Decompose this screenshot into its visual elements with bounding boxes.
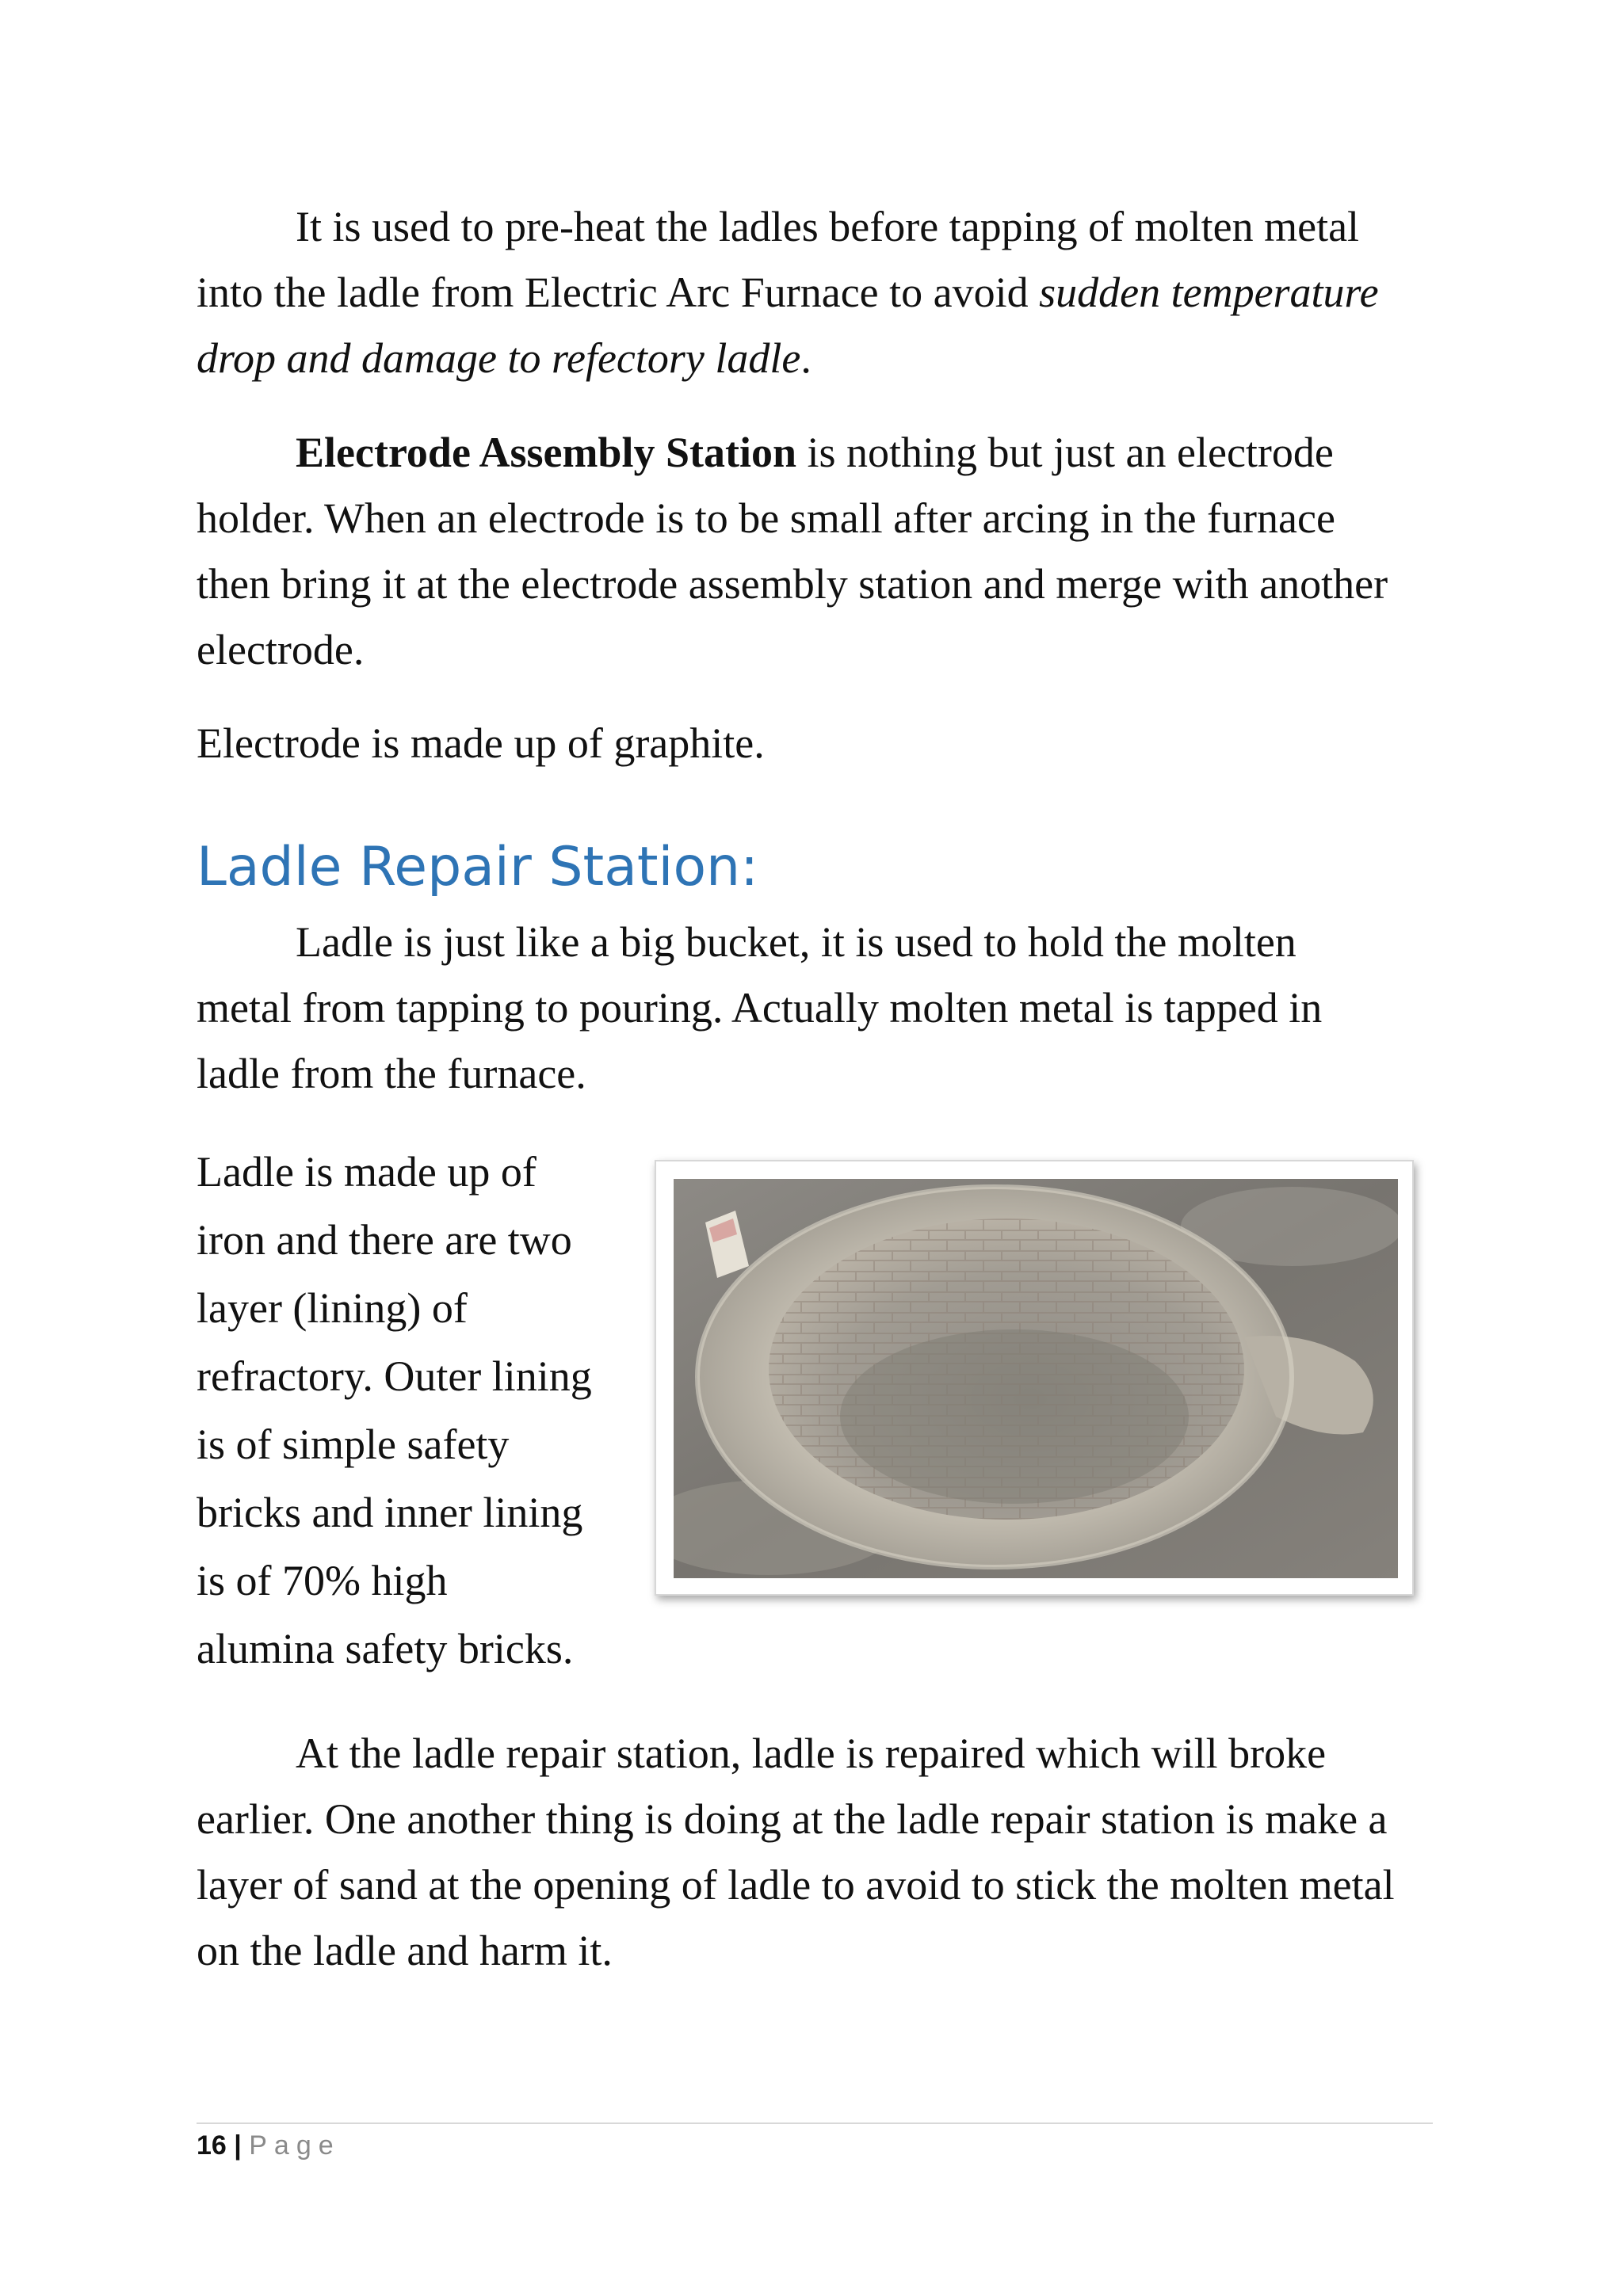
- page-footer: [197, 2130, 341, 2161]
- side-line: bricks and inner lining: [197, 1489, 583, 1536]
- electrode-assembly-text: is nothing but just an electrode holder. When an electrode is to be small after arcing in the furnace then bring it at the electrode assembly station and merge with another electrode.: [197, 429, 1388, 673]
- side-line: iron and there are two: [197, 1216, 572, 1264]
- paragraph-ladle-intro: Ladle is just like a big bucket, it is used to hold the molten metal from tapping to pouring. Actually molten metal is tapped in ladle from the furnace.: [197, 918, 1323, 1097]
- side-line: refractory. Outer lining: [197, 1352, 592, 1400]
- side-line: is of 70% high: [197, 1557, 448, 1604]
- side-line: Ladle is made up of: [197, 1148, 537, 1196]
- side-line: layer (lining) of: [197, 1284, 468, 1332]
- side-line: is of simple safety: [197, 1421, 510, 1468]
- paragraph-graphite: Electrode is made up of graphite.: [197, 719, 765, 767]
- ladle-photo: [674, 1179, 1398, 1578]
- paragraph-preheat: [197, 194, 1417, 391]
- page-label: Page: [249, 2130, 341, 2161]
- paragraph-electrode-assembly: [197, 420, 1401, 683]
- footer-divider: [197, 2122, 1433, 2124]
- electrode-assembly-term: Electrode Assembly Station: [296, 429, 796, 476]
- paragraph-preheat-italic: sudden temperature drop and damage to refectory ladle: [197, 269, 1379, 382]
- footer-separator: |: [234, 2130, 242, 2161]
- ladle-photo-frame: [655, 1160, 1414, 1596]
- side-line: alumina safety bricks.: [197, 1625, 574, 1672]
- paragraph-preheat-text: It is used to pre-heat the ladles before tapping of molten metal into the ladle from Electric Arc Furnace to avoid: [197, 203, 1360, 316]
- paragraph-ladle-repair: At the ladle repair station, ladle is repaired which will broke earlier. One another thing is doing at the ladle repair station is make a layer of sand at the opening of ladle to avoid to stick the molten metal on the ladle and harm it.: [197, 1730, 1395, 1974]
- section-heading: Ladle Repair Station:: [197, 836, 759, 898]
- page-number: 16: [197, 2130, 227, 2161]
- paragraph-preheat-end: .: [800, 334, 812, 382]
